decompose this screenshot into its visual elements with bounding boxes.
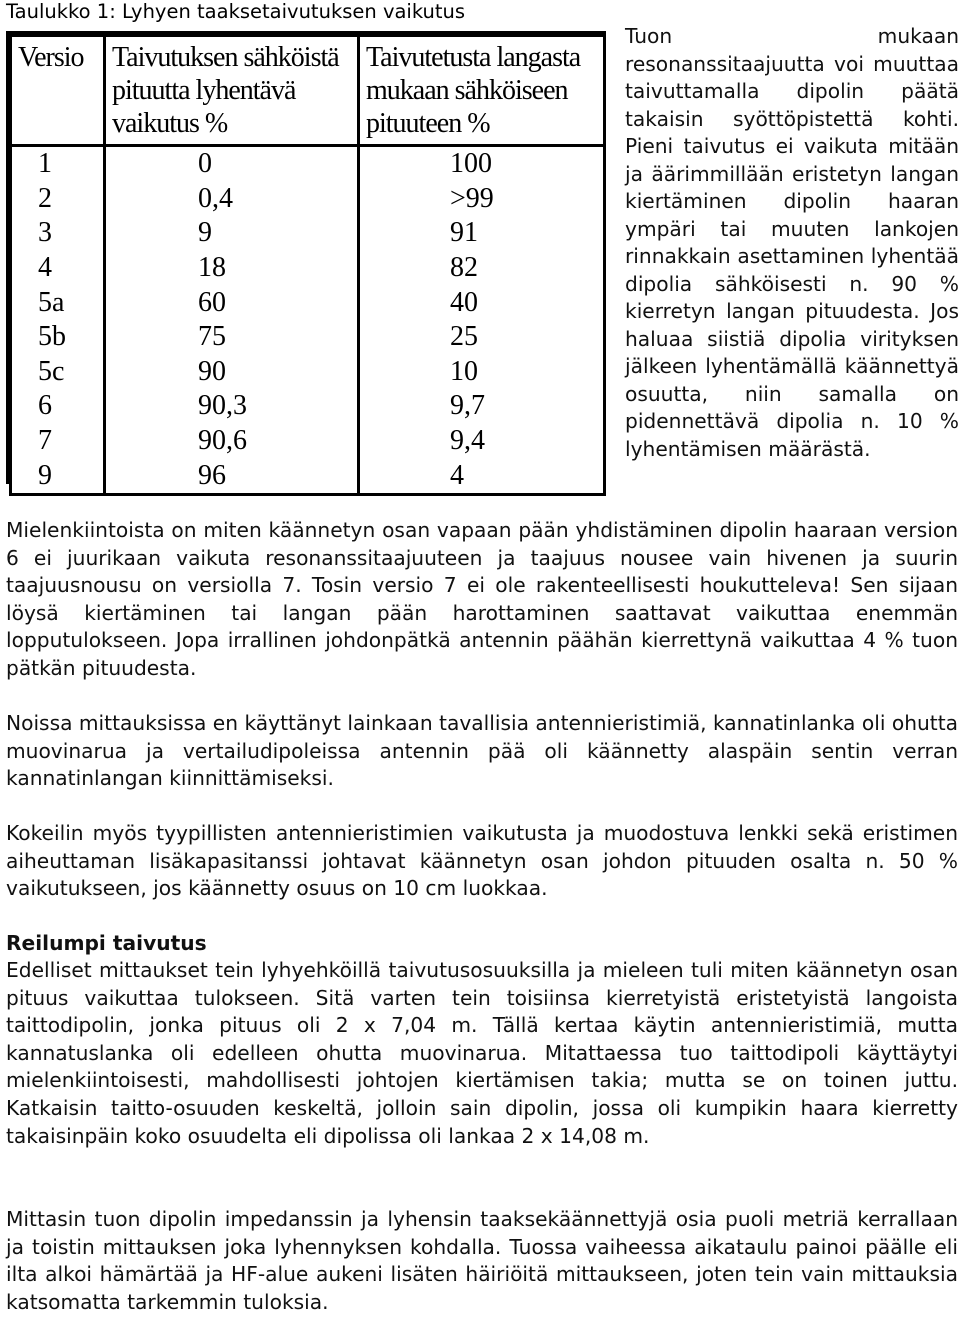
table-caption: Taulukko 1: Lyhyen taaksetaivutuksen vaikutus	[6, 0, 466, 23]
table-row: 3 9 91	[11, 216, 605, 251]
body-paragraph-3: Kokeilin myös tyypillisten antennieristimien vaikutusta ja muodostuva lenkki sekä eristimen aiheuttaman lisäkapasitanssi johtavat käännetyn osan johdon pituuden osalta n. 50 % vaikutukseen, jos käännetty osuus on 10 cm luokkaa.	[6, 821, 958, 901]
header-bent-wire-share: Taivutetusta langasta mukaan sähköiseen pituuteen %	[359, 36, 605, 146]
body-paragraph-4: Edelliset mittaukset tein lyhyehköillä taivutusosuuksilla ja mieleen tuli miten käännetyn osan pituus vaikuttaa tulokseen. Sitä varten tein toisiinsa kierretyistä eristetyistä langoista taittodipolin, jonka pituus oli 2 x 7,04 m. Tällä kertaa käytin antennieristimiä, mutta kannatuslanka oli edelleen ohutta muovinarua. Mitattaessa tuo taittodipoli käyttäytyi mielenkiintoisesti, mahdollisesti johtojen kiertämisen takia; mutta se on toinen juttu. Katkaisin taitto-osuuden keskeltä, jolloin sain dipolin, jossa oli kumpikin haara kierretty takaisinpäin koko osuudelta eli dipolissa oli lankaa 2 x 14,08 m.	[6, 958, 958, 1148]
table-row: 7 90,6 9,4	[11, 424, 605, 459]
table-row: 5a 60 40	[11, 285, 605, 320]
table-row: 1 0 100	[11, 146, 605, 182]
section-heading: Reilumpi taivutus	[6, 931, 207, 955]
table-row: 4 18 82	[11, 251, 605, 286]
body-paragraph-5: Mittasin tuon dipolin impedanssin ja lyhensin taaksekäännettyjä osia puoli metriä kerrallaan ja toistin mittauksen joka lyhennyksen kohdalla. Tuossa vaiheessa aikataulu painoi päälle eli ilta alkoi hämärtää ja HF-alue aukeni lisäten häiriöitä mittaukseen, joten tein vain mittauksia katsomatta tarkemmin tuloksia.	[6, 1207, 958, 1314]
results-table	[6, 31, 606, 491]
side-paragraph: Tuon mukaan resonanssitaajuutta voi muuttaa taivuttamalla dipolin päätä takaisin syöttöpistettä kohti. Pieni taivutus ei vaikuta mitään ja äärimmillään eristetyn langan kiertäminen dipolin haaran ympäri tai muuten lankojen rinnakkain asettaminen lyhentää dipolia sähköisesti n. 90 % kierretyn langan pituudesta. Jos haluaa siistiä dipolia virityksen jälkeen lyhentämällä käännettyä osuutta, niin samalla on pidennettävä dipolia n. 10 % lyhentämisen määrästä.	[625, 24, 959, 461]
table-row: 2 0,4 >99	[11, 182, 605, 217]
body-paragraph-1: Mielenkiintoista on miten käännetyn osan vapaan pään yhdistäminen dipolin haaraan version 6 ei juurikaan vaikuta resonanssitaajuuteen ja taajuus nousee vain hivenen ja suurin taajuusnousu on versiolla 7. Tosin versio 7 ei ole rakenteellisesti houkutteleva! Sen sijaan löysä kiertäminen tai langan pään harottaminen saattavat vaikuttaa enemmän lopputulokseen. Jopa irrallinen johdonpätkä antennin päähän kierrettynä vaikuttaa 4 % tuon pätkän pituudesta.	[6, 518, 958, 680]
table-row: 5b 75 25	[11, 320, 605, 355]
body-paragraph-2: Noissa mittauksissa en käyttänyt lainkaan tavallisia antennieristimiä, kannatinlanka oli ohutta muovinarua ja vertailudipoleissa antennin pää oli käännetty alaspäin sentin verran kannatinlangan kiinnittämiseksi.	[6, 711, 958, 791]
table-row: 9 96 4	[11, 458, 605, 494]
header-version: Versio	[11, 36, 105, 146]
table-row: 6 90,3 9,7	[11, 389, 605, 424]
header-electrical-effect: Taivutuksen sähköistä pituutta lyhentävä vaikutus %	[105, 36, 359, 146]
table-row: 5c 90 10	[11, 355, 605, 390]
